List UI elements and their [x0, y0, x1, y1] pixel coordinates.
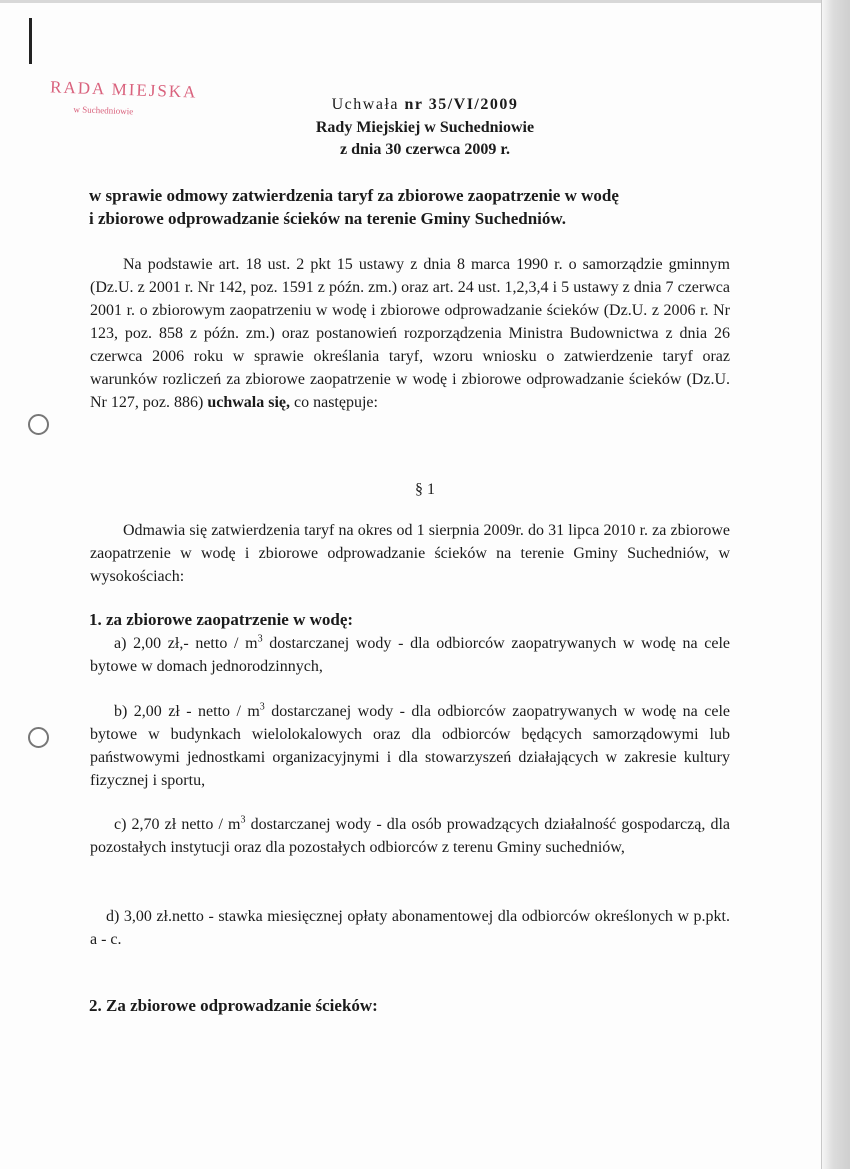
- unit-exponent: 3: [240, 814, 246, 826]
- unit-exponent: 3: [257, 633, 263, 645]
- resolution-number: nr 35/VI/2009: [404, 96, 519, 113]
- item-c-suffix: dostarczanej wody - dla osób prowadzących działalność gospodarczą, dla pozostałych instytucji oraz dla pozostałych odbiorców z terenu Gminy suchedniów,: [90, 816, 730, 856]
- title-prefix: Uchwała: [331, 96, 399, 113]
- tariff-item-c: [90, 813, 730, 859]
- sewage-heading: 2. Za zbiorowe odprowadzanie ścieków:: [89, 996, 378, 1015]
- scan-top-shadow: [0, 0, 850, 3]
- section-mark: § 1: [415, 481, 435, 498]
- resolution-date: z dnia 30 czerwca 2009 r.: [339, 141, 511, 158]
- legal-basis-tail: co następuje:: [293, 394, 378, 411]
- council-stamp: [49, 77, 198, 117]
- item-d-text: d) 3,00 zł.netto - stawka miesięcznej opłaty abonamentowej dla odbiorców określonych w p.pkt. a - c.: [90, 908, 730, 948]
- resolved-phrase: uchwala się,: [207, 394, 290, 411]
- punch-hole: [28, 727, 49, 748]
- stamp-line-1: RADA MIEJSKA: [49, 77, 198, 102]
- subject-line-1: w sprawie odmowy zatwierdzenia taryf za zbiorowe zaopatrzenie w wodę: [89, 186, 619, 205]
- item-a-prefix: a) 2,00 zł,- netto / m: [114, 635, 258, 652]
- water-supply-heading: 1. za zbiorowe zaopatrzenie w wodę:: [89, 610, 354, 629]
- tariff-item-a: [90, 632, 730, 678]
- unit-exponent: 3: [259, 701, 265, 713]
- resolution-title: [270, 96, 580, 114]
- council-name: Rady Miejskiej w Suchedniowie: [315, 119, 535, 136]
- stamp-line-2: w Suchedniowie: [73, 104, 134, 117]
- subject-line-2: i zbiorowe odprowadzanie ścieków na terenie Gminy Suchedniów.: [89, 209, 566, 228]
- legal-basis-paragraph: [90, 253, 730, 414]
- item-c-prefix: c) 2,70 zł netto / m: [114, 816, 241, 833]
- refusal-text: Odmawia się zatwierdzenia taryf na okres od 1 sierpnia 2009r. do 31 lipca 2010 r. za zbiorowe zaopatrzenie w wodę i zbiorowe odprowadzanie ścieków na terenie Gminy Suchedniów, w wysokościach:: [90, 522, 730, 585]
- legal-basis-text: Na podstawie art. 18 ust. 2 pkt 15 ustawy z dnia 8 marca 1990 r. o samorządzie gminnym (Dz.U. z 2001 r. Nr 142, poz. 1591 z późn. zm.) oraz art. 24 ust. 1,2,3,4 i 5 ustawy z dnia 7 czerwca 2001 r. o zbiorowym zaopatrzeniu w wodę i zbiorowe odprowadzanie ścieków (Dz.U. z 2006 r. Nr 123, poz. 858 z późn. zm.) oraz postanowień rozporządzenia Ministra Budownictwa z dnia 26 czerwca 2006 roku w sprawie określania taryf, wzoru wniosku o zatwierdzenie taryf oraz warunków rozliczeń za zbiorowe zaopatrzenie w wodę i zbiorowe odprowadzanie ścieków (Dz.U. Nr 127, poz. 886): [90, 256, 730, 411]
- tariff-item-b: [90, 700, 730, 792]
- item-b-suffix: dostarczanej wody - dla odbiorców zaopatrywanych w wodę na cele bytowe w budynkach wielolokalowych oraz dla odbiorców będących samorządowymi lub państwowymi jednostkami organizacyjnymi i dla stowarzyszeń działających w zakresie kultury fizycznej i sportu,: [90, 703, 730, 789]
- refusal-paragraph: [90, 519, 730, 588]
- item-a-suffix: dostarczanej wody - dla odbiorców zaopatrywanych w wodę na cele bytowe w domach jednorodzinnych,: [90, 635, 731, 675]
- tariff-item-d: [90, 905, 730, 951]
- resolution-subject: [89, 184, 749, 230]
- punch-hole: [28, 414, 49, 435]
- scan-edge: [821, 0, 850, 1169]
- ink-mark: [29, 18, 32, 64]
- item-b-prefix: b) 2,00 zł - netto / m: [114, 703, 260, 720]
